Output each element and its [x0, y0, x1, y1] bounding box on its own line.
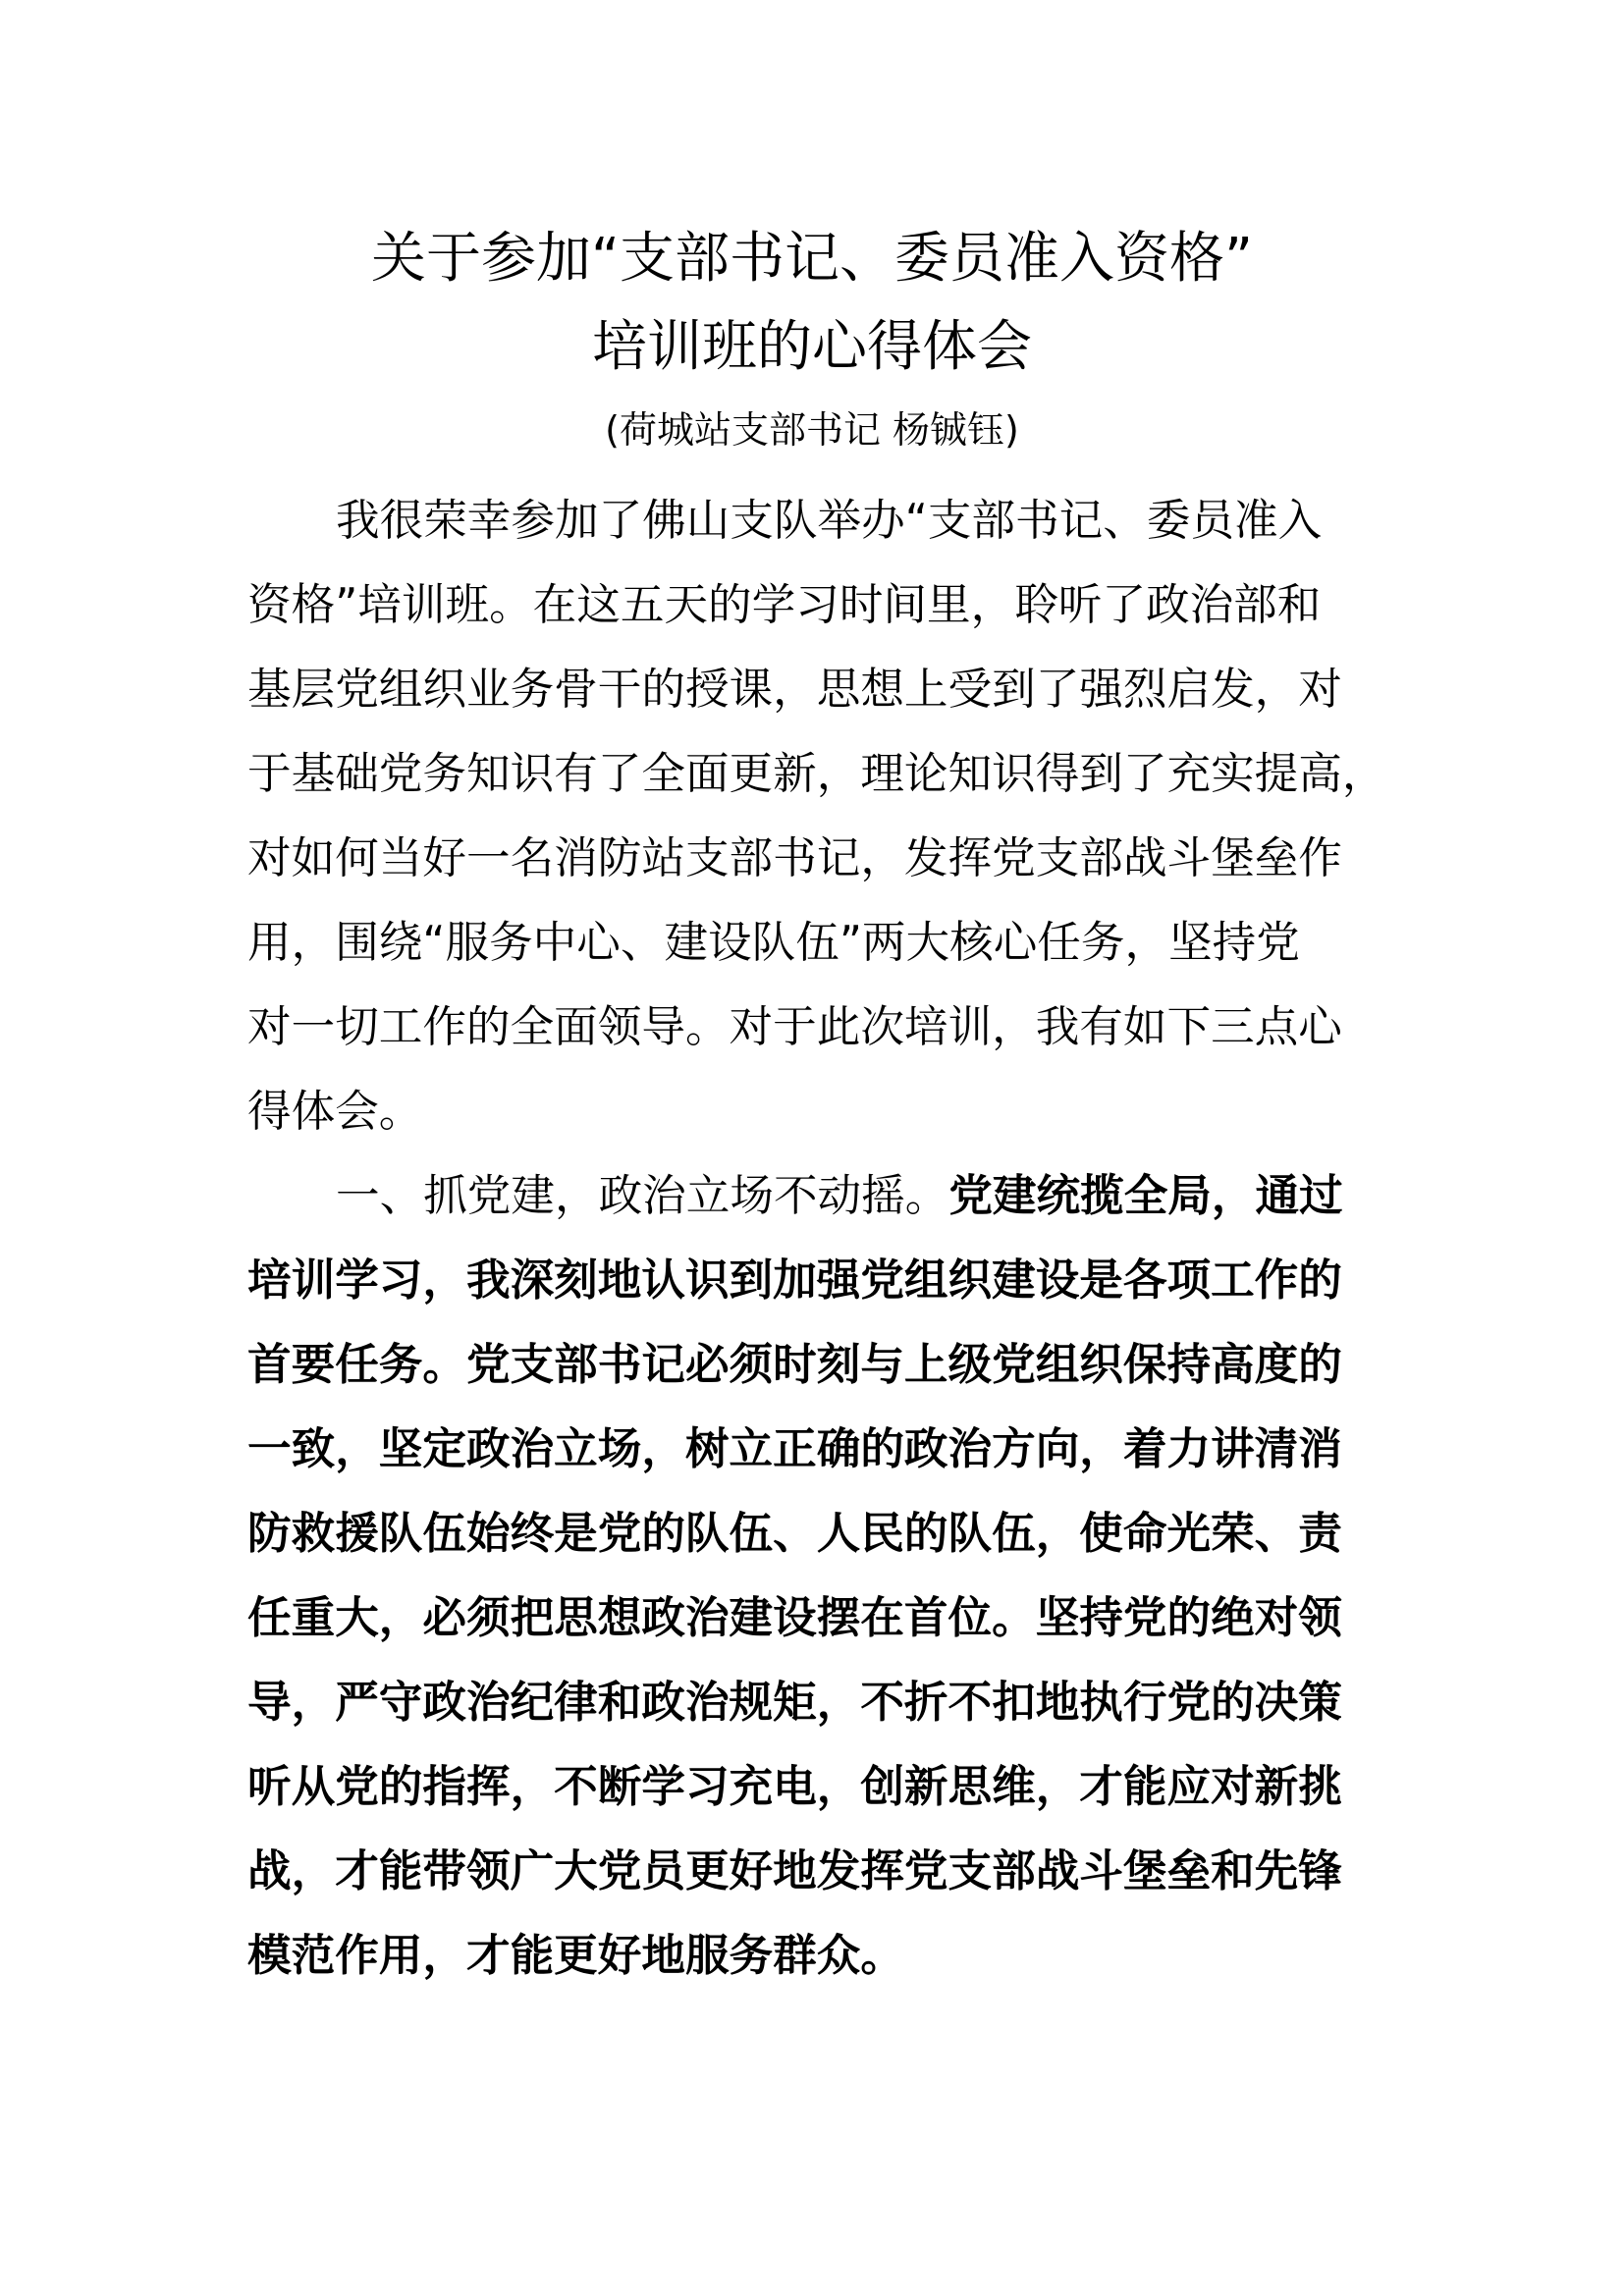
paragraph-1-line: 基层党组织业务骨干的授课，思想上受到了强烈启发，对	[247, 664, 1342, 715]
paragraph-1-line: 用，围绕“服务中心、建设队伍”两大核心任务，坚持党	[247, 917, 1300, 968]
section-1-line: 导，严守政治纪律和政治规矩，不折不扣地执行党的决策	[247, 1677, 1342, 1728]
paragraph-1-line: 对如何当好一名消防站支部书记，发挥党支部战斗堡垒作	[247, 832, 1342, 883]
section-1-first-line	[247, 1166, 1494, 1225]
section-1-heading: 一、抓党建，政治立场不动摇。	[336, 1170, 949, 1221]
document-title-line-2: 培训班的心得体会	[592, 315, 1032, 379]
section-1-line: 一致，坚定政治立场，树立正确的政治方向，着力讲清消	[247, 1423, 1342, 1474]
paragraph-1-line: 对一切工作的全面领导。对于此次培训，我有如下三点心	[247, 1001, 1342, 1052]
document-title-line-1: 关于参加“支部书记、委员准入资格”	[370, 227, 1254, 291]
paragraph-1-line: 我很荣幸参加了佛山支队举办“支部书记、委员准入	[336, 495, 1323, 546]
section-1-line: 听从党的指挥，不断学习充电，创新思维，才能应对新挑	[247, 1761, 1342, 1812]
section-1-line: 模范作用，才能更好地服务群众。	[247, 1930, 904, 1981]
section-1-line: 任重大，必须把思想政治建设摆在首位。坚持党的绝对领	[247, 1592, 1342, 1643]
section-1-bold-text: 党建统揽全局，通过	[948, 1170, 1343, 1221]
section-1-line: 首要任务。党支部书记必须时刻与上级党组织保持高度的	[247, 1339, 1342, 1390]
paragraph-1-line: 于基础党务知识有了全面更新，理论知识得到了充实提高，	[247, 748, 1386, 799]
section-1-line: 培训学习，我深刻地认识到加强党组织建设是各项工作的	[247, 1255, 1342, 1306]
section-1-line: 战，才能带领广大党员更好地发挥党支部战斗堡垒和先锋	[247, 1845, 1342, 1896]
paragraph-1-line: 资格”培训班。在这五天的学习时间里，聆听了政治部和	[247, 579, 1322, 630]
section-1-line: 防救援队伍始终是党的队伍、人民的队伍，使命光荣、责	[247, 1508, 1342, 1559]
paragraph-1-line: 得体会。	[247, 1086, 423, 1137]
author-byline: (荷城站支部书记 杨铖钰)	[605, 408, 1019, 452]
